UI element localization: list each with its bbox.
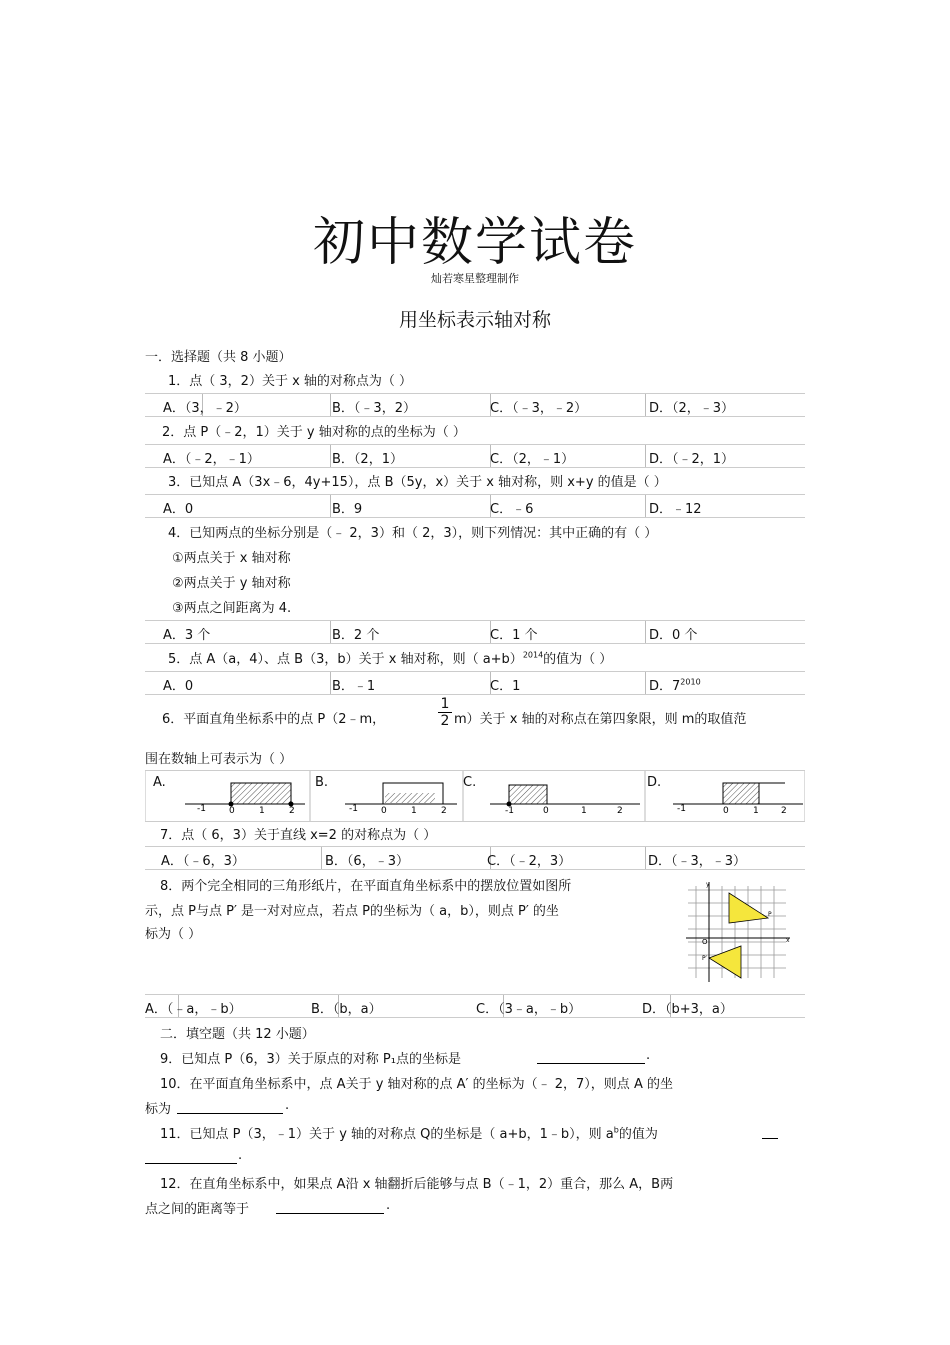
question-10-line2: 标为	[145, 1102, 172, 1117]
option-b[interactable]: B．﹣1	[332, 679, 376, 694]
number-line-a	[185, 783, 305, 816]
svg-text:0: 0	[543, 806, 549, 816]
q8-grid-figure	[686, 878, 796, 988]
option-b[interactable]: B．2 个	[332, 628, 380, 643]
statement-3: ③两点之间距离为 4.	[172, 601, 292, 616]
svg-text:2: 2	[441, 806, 447, 816]
option-b-label[interactable]: B.	[315, 775, 329, 790]
svg-text:y: y	[706, 881, 710, 888]
svg-text:1: 1	[581, 806, 587, 816]
number-line-b	[345, 783, 457, 816]
number-line-d	[673, 783, 803, 816]
svg-text:-1: -1	[677, 804, 686, 814]
option-c-label[interactable]: C.	[463, 775, 477, 790]
question-11-line1	[160, 1123, 658, 1142]
number-line-c	[490, 785, 640, 816]
svg-text:0: 0	[229, 806, 235, 816]
option-c[interactable]: C．﹣6	[490, 502, 534, 517]
number-line-figures	[145, 771, 805, 821]
option-d[interactable]: D．﹣12	[649, 502, 702, 517]
option-b[interactable]: B．9	[332, 502, 363, 517]
question-8-line1: 8．两个完全相同的三角形纸片，在平面直角坐标系中的摆放位置如图所	[160, 879, 572, 894]
question-5-text: 5．点 A（a，4）、点 B（3，b）关于 x 轴对称，则（ a+b）	[168, 652, 523, 667]
option-d[interactable]: D．（﹣2，1）	[649, 452, 735, 467]
option-c[interactable]: C．1 个	[490, 628, 538, 643]
period: .	[646, 1048, 651, 1063]
question-6: 6．平面直角坐标系中的点 P（2﹣m，	[162, 712, 386, 727]
option-a[interactable]: A．0	[163, 502, 194, 517]
question-8-line3: 标为（ ）	[145, 927, 202, 942]
svg-text:1: 1	[259, 806, 265, 816]
question-6-cont: m）关于 x 轴的对称点在第四象限，则 m的取值范	[454, 712, 747, 727]
period: .	[386, 1198, 391, 1213]
lesson-title: 用坐标表示轴对称	[398, 309, 551, 331]
option-c[interactable]: C．（﹣2，3）	[487, 854, 572, 869]
svg-text:2: 2	[617, 806, 623, 816]
svg-text:P′: P′	[702, 955, 707, 962]
option-d-text: D．7	[649, 679, 681, 694]
section-fill: 二．填空题（共 12 小题）	[160, 1027, 315, 1042]
option-a[interactable]: A．（﹣a，﹣b）	[145, 1002, 242, 1017]
fraction-half	[438, 696, 452, 729]
svg-text:x: x	[786, 937, 790, 944]
options-q2	[145, 444, 805, 468]
question-3: 3．已知点 A（3x﹣6，4y+15），点 B（5y，x）关于 x 轴对称，则 x+y 的值是（ ）	[168, 475, 667, 490]
subtitle: 灿若寒星整理制作	[431, 272, 519, 285]
answer-blank-10[interactable]	[177, 1113, 283, 1114]
section-choice: 一．选择题（共 8 小题）	[145, 350, 292, 365]
page-title: 初中数学试卷	[312, 213, 637, 273]
question-4: 4．已知两点的坐标分别是（﹣ 2，3）和（ 2，3），则下列情况：其中正确的有（ ）	[168, 526, 658, 541]
exponent: 2014	[522, 650, 544, 660]
svg-text:2: 2	[781, 806, 787, 816]
options-q3	[145, 494, 805, 518]
svg-text:O: O	[702, 938, 708, 946]
option-d[interactable]	[649, 675, 701, 694]
options-q8	[145, 994, 805, 1018]
svg-text:-1: -1	[197, 804, 206, 814]
option-d[interactable]: D．0 个	[649, 628, 698, 643]
answer-blank-12[interactable]	[276, 1213, 384, 1214]
answer-blank-9[interactable]	[537, 1063, 645, 1064]
option-d[interactable]: D．（2，﹣3）	[649, 401, 735, 416]
question-5	[168, 648, 612, 667]
svg-text:0: 0	[723, 806, 729, 816]
option-d[interactable]: D．（﹣3，﹣3）	[648, 854, 747, 869]
option-b[interactable]: B．（b，a）	[311, 1002, 382, 1017]
option-d[interactable]: D．（b+3，a）	[642, 1002, 733, 1017]
question-12-line2: 点之间的距离等于	[145, 1202, 250, 1217]
options-q4	[145, 620, 805, 644]
option-c[interactable]: C．1	[490, 679, 521, 694]
option-a[interactable]: A．（﹣6，3）	[161, 854, 245, 869]
answer-blank-11[interactable]	[145, 1163, 237, 1164]
question-12-line1: 12．在直角坐标系中，如果点 A沿 x 轴翻折后能够与点 B（﹣1，2）重合，那么 A，B两	[160, 1177, 674, 1192]
question-11-tail: 的值为	[618, 1127, 658, 1142]
question-6-line2: 围在数轴上可表示为（ ）	[145, 752, 293, 767]
question-2: 2．点 P（﹣2，1）关于 y 轴对称的点的坐标为（ ）	[162, 425, 466, 440]
exponent: 2010	[680, 677, 701, 687]
svg-text:0: 0	[381, 806, 387, 816]
svg-text:-1: -1	[505, 806, 514, 816]
option-d-label[interactable]: D.	[647, 775, 662, 790]
options-q7	[145, 846, 805, 870]
option-b[interactable]: B．（﹣3，2）	[332, 401, 416, 416]
option-a[interactable]: A．（﹣2，﹣1）	[163, 452, 260, 467]
period: .	[285, 1098, 290, 1113]
svg-text:P: P	[768, 911, 772, 918]
options-q5	[145, 671, 805, 695]
fraction-numerator: 1	[440, 696, 450, 712]
question-10-line1: 10．在平面直角坐标系中，点 A关于 y 轴对称的点 A′ 的坐标为（﹣ 2，7），则点 A 的坐	[160, 1077, 673, 1092]
option-a[interactable]: A．0	[163, 679, 194, 694]
question-8-line2: 示，点 P与点 P′ 是一对对应点，若点 P的坐标为（ a，b），则点 P′ 的坐	[145, 904, 559, 919]
option-a[interactable]: A．（3，﹣2）	[163, 401, 247, 416]
option-b[interactable]: B．（6，﹣3）	[325, 854, 409, 869]
number-line-options	[145, 770, 805, 822]
option-c[interactable]: C．（3﹣a，﹣b）	[476, 1002, 582, 1017]
period: .	[238, 1148, 243, 1163]
answer-blank-11-start[interactable]	[762, 1138, 778, 1139]
option-c[interactable]: C．（﹣3，﹣2）	[490, 401, 588, 416]
option-a-label[interactable]: A.	[153, 775, 166, 790]
svg-text:-1: -1	[349, 804, 358, 814]
option-c[interactable]: C．（2，﹣1）	[490, 452, 575, 467]
options-q1	[145, 393, 805, 417]
svg-text:2: 2	[289, 806, 295, 816]
question-1: 1．点（ 3，2）关于 x 轴的对称点为（ ）	[168, 374, 413, 389]
question-5-tail: 的值为（ ）	[543, 652, 613, 667]
statement-2: ②两点关于 y 轴对称	[172, 576, 291, 591]
svg-text:1: 1	[753, 806, 759, 816]
exponent: b	[613, 1125, 619, 1135]
svg-text:1: 1	[411, 806, 417, 816]
question-7: 7．点（ 6，3）关于直线 x=2 的对称点为（ ）	[160, 828, 437, 843]
question-9: 9．已知点 P（6，3）关于原点的对称 P₁点的坐标是	[160, 1052, 461, 1067]
option-b[interactable]: B．（2，1）	[332, 452, 403, 467]
fraction-denominator: 2	[438, 712, 452, 729]
option-a[interactable]: A．3 个	[163, 628, 211, 643]
statement-1: ①两点关于 x 轴对称	[172, 551, 291, 566]
question-11-text: 11．已知点 P（3，﹣1）关于 y 轴的对称点 Q的坐标是（ a+b，1﹣b），则 a	[160, 1127, 614, 1142]
